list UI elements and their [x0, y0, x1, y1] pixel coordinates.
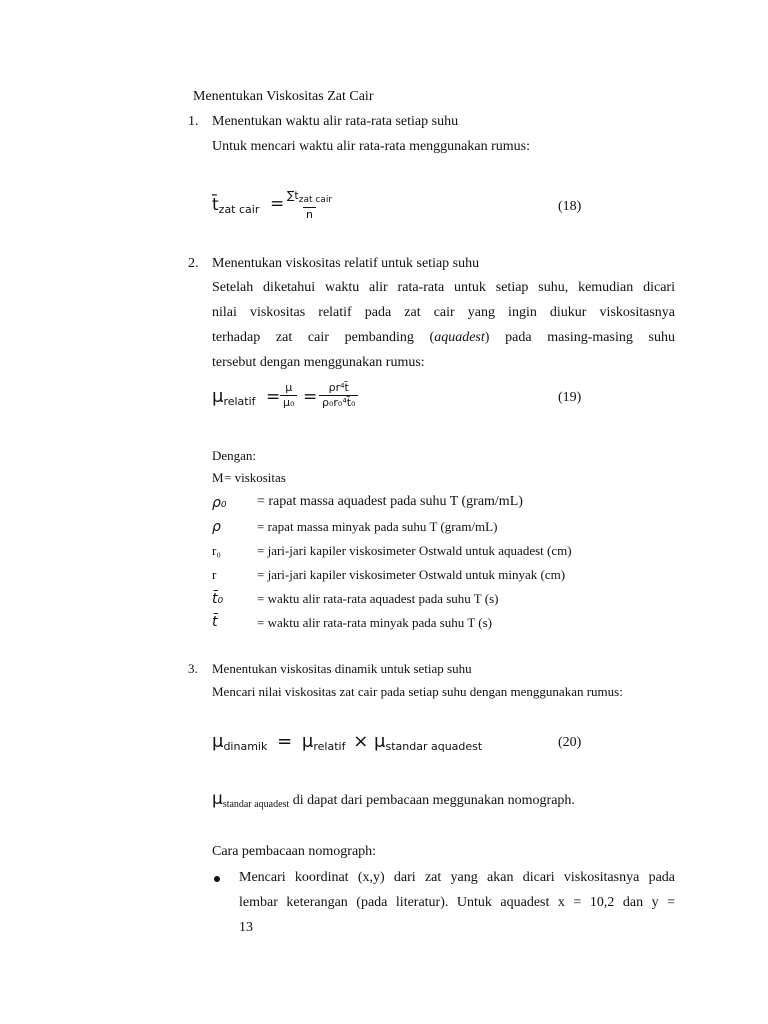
- bullet-line2: lembar keterangan (pada literatur). Untuk aquadest x = 10,2 dan y =: [239, 895, 675, 910]
- eq18-sum-t: ∑t: [287, 189, 299, 202]
- section2-para-line4: tersebut dengan menggunakan rumus:: [212, 355, 425, 370]
- eq19-fraction-1: [280, 381, 297, 410]
- nomograph-title: Cara pembacaan nomograph:: [212, 844, 377, 859]
- eq18-equals: =: [270, 194, 285, 214]
- document-heading: Menentukan Viskositas Zat Cair: [193, 89, 374, 104]
- bullet-line1: Mencari koordinat (x,y) dari zat yang akan dicari viskositasnya pada: [239, 870, 675, 885]
- eq20-mu-relatif: μ: [301, 731, 314, 752]
- eq20-number: (20): [558, 735, 582, 750]
- dengan-label: Dengan:: [212, 448, 257, 463]
- equation-20: [212, 733, 482, 756]
- section3-number: 3.: [188, 661, 198, 676]
- section3-title: Menentukan viskositas dinamik untuk setiap suhu: [212, 661, 472, 676]
- def-symbol-rho0: ρ₀: [212, 495, 227, 511]
- section2-number: 2.: [188, 256, 199, 271]
- nomograph-note: [212, 790, 575, 814]
- eq20-mu-dinamik: μ: [212, 731, 224, 752]
- def-desc-rho0: = rapat massa aquadest pada suhu T (gram/mL): [257, 494, 523, 509]
- def-symbol-m: M: [212, 470, 224, 485]
- eq20-sub-standar: standar aquadest: [385, 740, 483, 753]
- eq18-tbar: t̄: [212, 195, 219, 215]
- eq19-equals-1: =: [266, 387, 281, 407]
- eq20-sub-dinamik: dinamik: [223, 740, 268, 753]
- def-symbol-r: r: [212, 567, 217, 582]
- eq18-lhs-sub: zat cair: [218, 203, 260, 216]
- def-symbol-tbar: t̄: [212, 614, 218, 630]
- section2-title: Menentukan viskositas relatif untuk setiap suhu: [212, 256, 480, 271]
- note-text: di dapat dari pembacaan meggunakan nomograph.: [289, 793, 575, 808]
- eq18-fraction: [284, 189, 335, 222]
- eq18-number: (18): [558, 199, 582, 214]
- section2-para-line3: [212, 329, 675, 347]
- eq19-lhs-sub: relatif: [223, 395, 256, 408]
- para3-pre: terhadap zat cair pembanding (: [212, 330, 435, 345]
- eq19-frac2-den: ρ₀r₀⁴t̄₀: [319, 395, 358, 410]
- def-symbol-tbar0: t̄₀: [212, 591, 224, 607]
- section1-number: 1.: [188, 114, 199, 129]
- eq20-times: ×: [353, 731, 369, 752]
- eq18-denominator: n: [303, 207, 316, 222]
- def-symbol-rho: ρ: [212, 519, 221, 535]
- bullet-line3: 13: [239, 920, 253, 935]
- eq19-lhs: [212, 388, 256, 411]
- eq19-frac2-num: ρr⁴t̄: [328, 381, 349, 394]
- def-desc-tbar0: = waktu alir rata-rata aquadest pada suhu T (s): [257, 591, 499, 606]
- section1-intro: Untuk mencari waktu alir rata-rata menggunakan rumus:: [212, 139, 530, 154]
- eq20-mu-standar: μ: [374, 731, 386, 752]
- section2-para-line2: nilai viskositas relatif pada zat cair yang ingin diukur viskositasnya: [212, 305, 675, 320]
- eq19-fraction-2: [319, 381, 358, 410]
- bullet-icon: [214, 876, 220, 882]
- eq19-frac1-num: μ: [285, 381, 293, 394]
- eq18-num-sub: zat cair: [298, 195, 333, 205]
- section1-title: Menentukan waktu alir rata-rata setiap suhu: [212, 114, 459, 129]
- eq18-lhs: [212, 196, 259, 219]
- note-mu: μ: [212, 789, 223, 809]
- def-desc-r0: = jari-jari kapiler viskosimeter Ostwald untuk aquadest (cm): [257, 543, 572, 558]
- eq19-mu: μ: [212, 386, 224, 407]
- section3-intro: Mencari nilai viskositas zat cair pada setiap suhu dengan menggunakan rumus:: [212, 684, 623, 699]
- def-symbol-r0: r₀: [212, 543, 221, 558]
- def-desc-m: = viskositas: [224, 470, 286, 485]
- eq19-number: (19): [558, 390, 582, 405]
- eq18-numerator: [284, 189, 335, 207]
- para3-italic: aquadest: [434, 330, 485, 345]
- eq19-frac1-den: μ₀: [280, 395, 297, 410]
- def-desc-r: = jari-jari kapiler viskosimeter Ostwald untuk minyak (cm): [257, 567, 566, 582]
- eq19-equals-2: =: [303, 387, 318, 407]
- para3-post: ) pada masing-masing suhu: [484, 330, 676, 345]
- eq20-sub-relatif: relatif: [313, 740, 346, 753]
- def-desc-tbar: = waktu alir rata-rata minyak pada suhu T (s): [257, 615, 492, 630]
- def-desc-rho: = rapat massa minyak pada suhu T (gram/mL): [257, 519, 498, 534]
- note-sub: standar aquadest: [222, 799, 290, 810]
- section2-para-line1: Setelah diketahui waktu alir rata-rata untuk setiap suhu, kemudian dicari: [212, 280, 675, 295]
- eq20-equals: =: [277, 731, 293, 752]
